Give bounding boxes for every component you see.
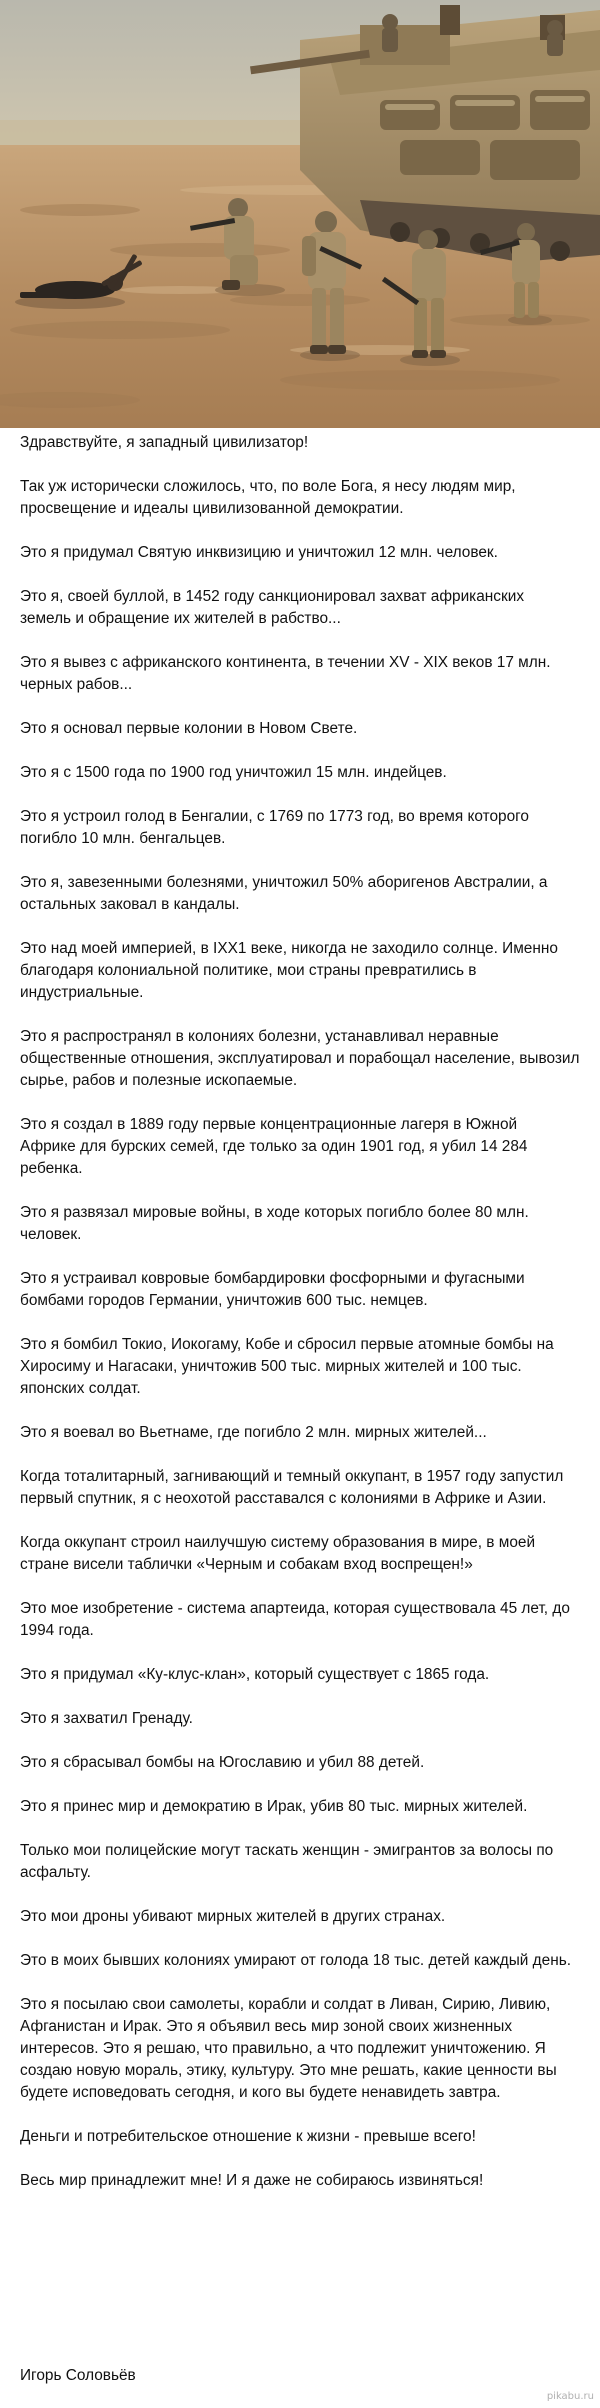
paragraph xyxy=(20,432,600,454)
paragraph-line: первый спутник, я с неохотой расставался с колониями в Африке и Азии. xyxy=(20,1490,547,1507)
paragraph xyxy=(20,1026,600,1092)
author-signature: Игорь Соловьёв xyxy=(20,2367,136,2384)
paragraph-line: Деньги и потребительское отношение к жизни - превыше всего! xyxy=(20,2128,476,2145)
paragraph xyxy=(20,1202,600,1246)
paragraph-line: Так уж исторически сложилось, что, по воле Бога, я несу людям мир, xyxy=(20,478,516,495)
paragraph-line: благодаря колониальной политике, мои страны превратились в xyxy=(20,962,477,979)
paragraph xyxy=(20,586,600,630)
paragraph-line: Это я захватил Гренаду. xyxy=(20,1710,193,1727)
paragraph xyxy=(20,1114,600,1180)
paragraph-line: будете исповедовать сегодня, и кого вы будете ненавидеть завтра. xyxy=(20,2084,501,2101)
paragraph-line: Это над моей империей, в IXX1 веке, никогда не заходило солнце. Именно xyxy=(20,940,558,957)
paragraph xyxy=(20,762,600,784)
paragraph xyxy=(20,872,600,916)
paragraph-line: просвещение и идеалы цивилизованной демократии. xyxy=(20,500,404,517)
paragraph-line: Это я принес мир и демократию в Ирак, убив 80 тыс. мирных жителей. xyxy=(20,1798,528,1815)
paragraph-line: индустриальные. xyxy=(20,984,144,1001)
paragraph-line: Весь мир принадлежит мне! И я даже не собираюсь извиняться! xyxy=(20,2172,484,2189)
paragraph-line: ребенка. xyxy=(20,1160,83,1177)
paragraph-line: Это мое изобретение - система апартеида, которая существовала 45 лет, до xyxy=(20,1600,570,1617)
article-text xyxy=(20,432,600,2214)
paragraph xyxy=(20,652,600,696)
paragraph-line: Это я посылаю свои самолеты, корабли и солдат в Ливан, Сирию, Ливию, xyxy=(20,1996,551,2013)
paragraph xyxy=(20,1708,600,1730)
paragraph-line: 1994 года. xyxy=(20,1622,94,1639)
paragraph-line: сырье, рабов и полезные ископаемые. xyxy=(20,1072,298,1089)
paragraph-line: Это я распространял в колониях болезни, устанавливал неравные xyxy=(20,1028,499,1045)
paragraph xyxy=(20,2170,600,2192)
paragraph-line: Хиросиму и Нагасаки, уничтожив 500 тыс. мирных жителей и 100 тыс. xyxy=(20,1358,522,1375)
paragraph-line: Это я устраивал ковровые бомбардировки фосфорными и фугасными xyxy=(20,1270,525,1287)
paragraph xyxy=(20,1532,600,1576)
paragraph-line: Это я развязал мировые войны, в ходе которых погибло более 80 млн. xyxy=(20,1204,529,1221)
paragraph xyxy=(20,1906,600,1928)
paragraph-line: Африке для бурских семей, где только за один 1901 год, я убил 14 284 xyxy=(20,1138,528,1155)
paragraph xyxy=(20,542,600,564)
paragraph-line: Это я вывез с африканского континента, в течении XV - XIX веков 17 млн. xyxy=(20,654,551,671)
paragraph xyxy=(20,1950,600,1972)
paragraph-line: общественные отношения, эксплуатировал и порабощал население, вывозил xyxy=(20,1050,580,1067)
paragraph xyxy=(20,1268,600,1312)
paragraph-line: Это я сбрасывал бомбы на Югославию и убил 88 детей. xyxy=(20,1754,425,1771)
paragraph-line: асфальту. xyxy=(20,1864,91,1881)
paragraph-line: Это я, своей буллой, в 1452 году санкционировал захват африканских xyxy=(20,588,525,605)
paragraph-line: земель и обращение их жителей в рабство... xyxy=(20,610,341,627)
paragraph xyxy=(20,718,600,740)
paragraph xyxy=(20,806,600,850)
paragraph-line: остальных заковал в кандалы. xyxy=(20,896,240,913)
paragraph xyxy=(20,1840,600,1884)
paragraph-line: погибло 10 млн. бенгальцев. xyxy=(20,830,226,847)
paragraph-line: Это я воевал во Вьетнаме, где погибло 2 млн. мирных жителей... xyxy=(20,1424,487,1441)
paragraph-line: человек. xyxy=(20,1226,82,1243)
paragraph-line: Это я устроил голод в Бенгалии, с 1769 по 1773 год, во время которого xyxy=(20,808,529,825)
paragraph xyxy=(20,1466,600,1510)
paragraph-line: Это я придумал Святую инквизицию и уничтожил 12 млн. человек. xyxy=(20,544,498,561)
paragraph-line: Это я, завезенными болезнями, уничтожил 50% аборигенов Австралии, а xyxy=(20,874,548,891)
paragraph-line: стране висели таблички «Черным и собакам вход воспрещен!» xyxy=(20,1556,473,1573)
paragraph-line: Это мои дроны убивают мирных жителей в других странах. xyxy=(20,1908,446,1925)
paragraph-line: Здравствуйте, я западный цивилизатор! xyxy=(20,434,309,451)
paragraph xyxy=(20,1422,600,1444)
paragraph-line: Это я с 1500 года по 1900 год уничтожил 15 млн. индейцев. xyxy=(20,764,447,781)
paragraph xyxy=(20,1752,600,1774)
paragraph-line: бомбами городов Германии, уничтожив 600 тыс. немцев. xyxy=(20,1292,428,1309)
paragraph-line: Это в моих бывших колониях умирают от голода 18 тыс. детей каждый день. xyxy=(20,1952,571,1969)
paragraph xyxy=(20,1664,600,1686)
paragraph-line: создаю новую мораль, этику, культуру. Это мне решать, какие ценности вы xyxy=(20,2062,557,2079)
paragraph-line: Это я основал первые колонии в Новом Свете. xyxy=(20,720,358,737)
paragraph xyxy=(20,1598,600,1642)
paragraph-line: Это я бомбил Токио, Иокогаму, Кобе и сбросил первые атомные бомбы на xyxy=(20,1336,554,1353)
paragraph xyxy=(20,938,600,1004)
paragraph xyxy=(20,1796,600,1818)
paragraph-line: черных рабов... xyxy=(20,676,133,693)
paragraph-line: Афганистан и Ирак. Это я объявил весь мир зоной своих жизненных xyxy=(20,2018,513,2035)
paragraph-line: Это я придумал «Ку-клус-клан», который существует с 1865 года. xyxy=(20,1666,490,1683)
paragraph xyxy=(20,1994,600,2104)
paragraph xyxy=(20,2126,600,2148)
paragraph-line: Это я создал в 1889 году первые концентрационные лагеря в Южной xyxy=(20,1116,518,1133)
site-watermark: pikabu.ru xyxy=(546,2391,594,2402)
paragraph-line: Когда оккупант строил наилучшую систему образования в мире, в моей xyxy=(20,1534,536,1551)
header-photo xyxy=(0,0,600,428)
paragraph-line: Когда тоталитарный, загнивающий и темный оккупант, в 1957 году запустил xyxy=(20,1468,564,1485)
paragraph xyxy=(20,1334,600,1400)
paragraph xyxy=(20,476,600,520)
paragraph-line: Только мои полицейские могут таскать женщин - эмигрантов за волосы по xyxy=(20,1842,554,1859)
paragraph-line: интересов. Это я решаю, что правильно, а что подлежит уничтожению. Я xyxy=(20,2040,546,2057)
paragraph-line: японских солдат. xyxy=(20,1380,141,1397)
